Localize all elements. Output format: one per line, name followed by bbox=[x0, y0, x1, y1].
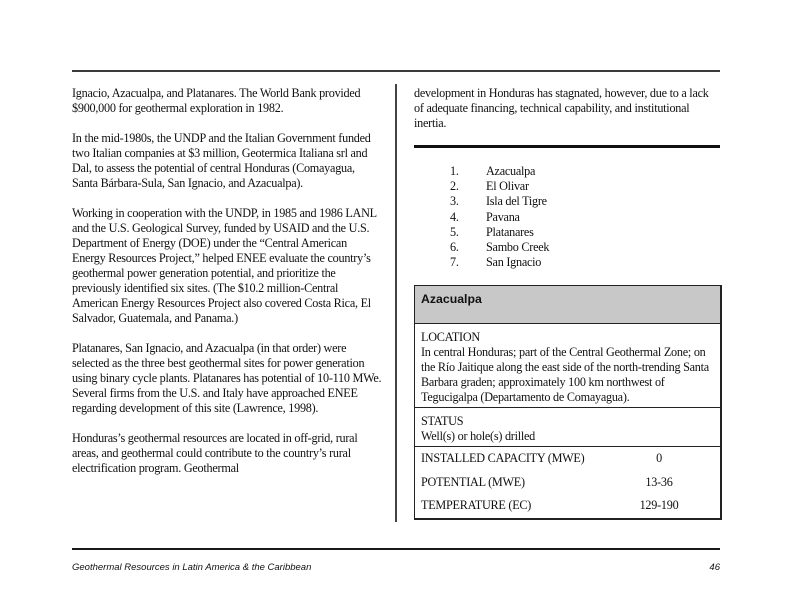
column-divider bbox=[395, 84, 397, 522]
list-item bbox=[450, 164, 549, 179]
list-item bbox=[450, 179, 549, 194]
status-label: STATUS bbox=[421, 414, 464, 428]
location-text: In central Honduras; part of the Central Geothermal Zone; on the Río Jaitique along the east side of the north-trending Santa Barbara graden; approximately 100 km northwest of Tegucigalpa (Departamento de Comayagua). bbox=[421, 345, 709, 404]
list-label: El Olivar bbox=[486, 179, 529, 194]
location-section bbox=[415, 324, 720, 408]
list-label: Platanares bbox=[486, 224, 534, 239]
list-number: 5. bbox=[450, 224, 459, 239]
section-rule bbox=[414, 145, 720, 148]
right-column-text bbox=[414, 86, 720, 131]
footer-rule bbox=[72, 548, 720, 550]
row-label: POTENTIAL (MWE) bbox=[421, 474, 525, 489]
list-number: 7. bbox=[450, 255, 459, 270]
site-box-title: Azacualpa bbox=[415, 286, 720, 324]
list-item bbox=[450, 225, 549, 240]
list-label: Pavana bbox=[486, 209, 520, 224]
page-number: 46 bbox=[709, 562, 720, 573]
row-label: TEMPERATURE (ЕC) bbox=[421, 498, 532, 513]
list-number: 3. bbox=[450, 194, 459, 209]
list-number: 1. bbox=[450, 164, 459, 178]
status-section bbox=[415, 408, 720, 447]
row-value: 0 bbox=[656, 451, 662, 466]
status-text: Well(s) or hole(s) drilled bbox=[421, 429, 536, 443]
paragraph: Platanares, San Ignacio, and Azacualpa (in that order) were selected as the three best geothermal sites for power generation using binary cycle plants. Platanares has potential of 10-110 MWe. Several firms from the U.S. and Italy have approached ENEE regarding development of this site (Lawrence, 1998). bbox=[72, 341, 382, 415]
list-label: Sambo Creek bbox=[486, 240, 550, 255]
row-value: 129-190 bbox=[639, 498, 679, 513]
list-item bbox=[450, 194, 549, 209]
list-number: 6. bbox=[450, 240, 459, 255]
row-value: 13-36 bbox=[645, 474, 673, 489]
temperature-row bbox=[415, 494, 720, 518]
top-rule bbox=[72, 70, 720, 72]
site-list bbox=[450, 164, 549, 270]
paragraph: In the mid-1980s, the UNDP and the Italian Government funded two Italian companies at $3 million, Geotermica Italiana srl and Dal, to assess the potential of central Honduras (Comayagua, Santa Bárbara-Sula, San Ignacio, and Azacualpa). bbox=[72, 131, 371, 190]
site-info-box bbox=[414, 285, 722, 520]
list-number: 4. bbox=[450, 209, 459, 224]
left-column bbox=[72, 86, 382, 491]
paragraph: Ignacio, Azacualpa, and Platanares. The World Bank provided $900,000 for geothermal exploration in 1982. bbox=[72, 86, 361, 115]
list-label: Azacualpa bbox=[486, 164, 536, 178]
potential-row bbox=[415, 471, 720, 495]
row-label: INSTALLED CAPACITY (MWE) bbox=[421, 451, 585, 466]
installed-capacity-row bbox=[415, 447, 720, 471]
list-item bbox=[450, 240, 549, 255]
list-item bbox=[450, 210, 549, 225]
list-item bbox=[450, 255, 549, 270]
list-number: 2. bbox=[450, 179, 459, 194]
list-label: San Ignacio bbox=[486, 255, 542, 270]
list-label: Isla del Tigre bbox=[486, 194, 547, 209]
paragraph: Honduras’s geothermal resources are located in off-grid, rural areas, and geothermal could contribute to the country’s rural electrification program. Geothermal bbox=[72, 431, 358, 475]
footer-title: Geothermal Resources in Latin America & the Caribbean bbox=[72, 562, 312, 573]
paragraph: Working in cooperation with the UNDP, in 1985 and 1986 LANL and the U.S. Geological Survey, funded by USAID and the U.S. Department of Energy (DOE) under the “Central American Energy Resources Project,” helped ENEE evaluate the country’s geothermal power generation potential, and prioritize the previously identified six sites. (The $10.2 million-Central American Energy Resources Project also covered Costa Rica, El Salvador, Guatemala, and Panama.) bbox=[72, 206, 377, 325]
location-label: LOCATION bbox=[421, 330, 480, 344]
paragraph: development in Honduras has stagnated, however, due to a lack of adequate financing, technical capability, and institutional inertia. bbox=[414, 86, 709, 130]
